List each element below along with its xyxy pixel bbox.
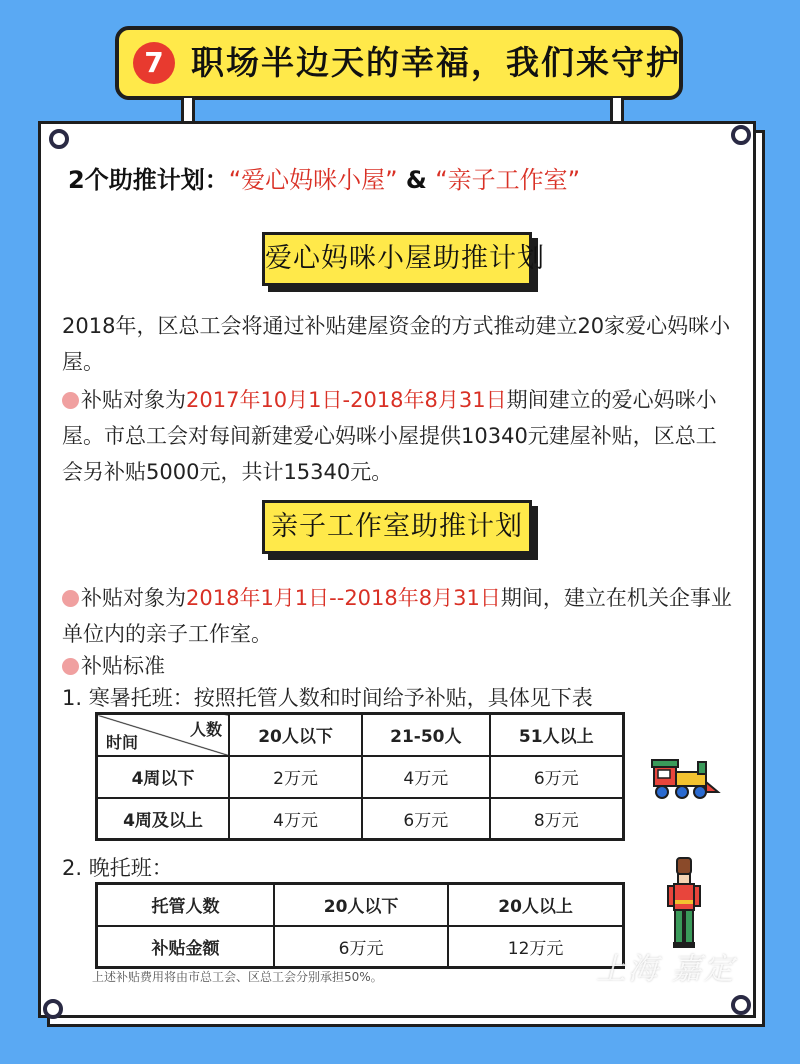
plan2-item2: 2. 晚托班：	[62, 856, 173, 880]
table-cell: 6万元	[362, 798, 489, 840]
corner-top-label: 人数	[189, 720, 222, 739]
winter-summer-table	[95, 712, 625, 841]
table-header-cell: 20人以下	[274, 884, 448, 926]
toy-train-icon	[648, 752, 724, 808]
table-header-cell: 20人以下	[229, 714, 362, 756]
bullet-dot-icon	[62, 658, 79, 675]
section-number-badge: 7	[133, 42, 175, 84]
plan1-bullet-pre: 补贴对象为	[81, 388, 186, 412]
binder-hole-icon	[731, 995, 751, 1015]
plan2-bullet	[62, 580, 732, 652]
binder-hole-icon	[49, 129, 69, 149]
binder-hole-icon	[43, 999, 63, 1019]
section-plan2-name: “亲子工作室”	[435, 166, 581, 194]
bullet-dot-icon	[62, 392, 79, 409]
table-header-cell: 20人以上	[448, 884, 623, 926]
table-row	[97, 926, 624, 968]
plan2-tag: 亲子工作室助推计划	[262, 500, 532, 554]
plan1-tag: 爱心妈咪小屋助推计划	[262, 232, 532, 286]
table-cell: 12万元	[448, 926, 623, 968]
header-banner	[115, 26, 683, 100]
table-corner-cell	[97, 714, 230, 756]
table-cell: 6万元	[490, 756, 624, 798]
watermark: 上海 嘉定	[596, 952, 736, 987]
table-header-cell: 托管人数	[97, 884, 275, 926]
table-header-cell: 21-50人	[362, 714, 489, 756]
banner-title: 职场半边天的幸福，我们来守护	[191, 43, 681, 82]
table-cell: 4万元	[229, 798, 362, 840]
evening-care-table	[95, 882, 625, 969]
plan2-standard	[62, 648, 732, 684]
section-plan1-name: “爱心妈咪小屋”	[228, 166, 398, 194]
footnote: 上述补贴费用将由市总工会、区总工会分别承担50%。	[92, 970, 383, 984]
section-ampersand: &	[397, 166, 436, 194]
section-title-prefix: 2个助推计划：	[68, 166, 229, 194]
plan2-bullet-post: 期间，建立在机关企事业单位内的亲子工作室。	[62, 586, 732, 646]
table-row	[97, 756, 624, 798]
plan2-bullet-pre: 补贴对象为	[81, 586, 186, 610]
row-label-cell: 4周及以上	[97, 798, 230, 840]
section-title	[68, 160, 580, 195]
toy-soldier-icon	[664, 856, 704, 952]
corner-bottom-label: 时间	[106, 732, 139, 752]
row-label-cell: 4周以下	[97, 756, 230, 798]
table-row	[97, 798, 624, 840]
plan2-bullet-period: 2018年1月1日--2018年8月31日	[186, 586, 501, 610]
plan1-bullet-period: 2017年10月1日-2018年8月31日	[186, 388, 507, 412]
table-cell: 2万元	[229, 756, 362, 798]
row-label-cell: 补贴金额	[97, 926, 275, 968]
bullet-dot-icon	[62, 590, 79, 607]
plan2-item1: 1. 寒暑托班：按照托管人数和时间给予补贴，具体见下表	[62, 686, 593, 710]
plan2-standard-label: 补贴标准	[81, 654, 165, 678]
binder-hole-icon	[731, 125, 751, 145]
table-cell: 8万元	[490, 798, 624, 840]
table-header-cell: 51人以上	[490, 714, 624, 756]
table-cell: 4万元	[362, 756, 489, 798]
plan1-intro: 2018年，区总工会将通过补贴建屋资金的方式推动建立20家爱心妈咪小屋。	[62, 314, 731, 374]
plan1-bullet-post: 期间建立的爱心妈咪小屋。市总工会对每间新建爱心妈咪小屋提供10340元建屋补贴，区总工会另补贴5000元，共计15340元。	[62, 388, 717, 484]
plan1-bullet	[62, 382, 732, 490]
table-cell: 6万元	[274, 926, 448, 968]
